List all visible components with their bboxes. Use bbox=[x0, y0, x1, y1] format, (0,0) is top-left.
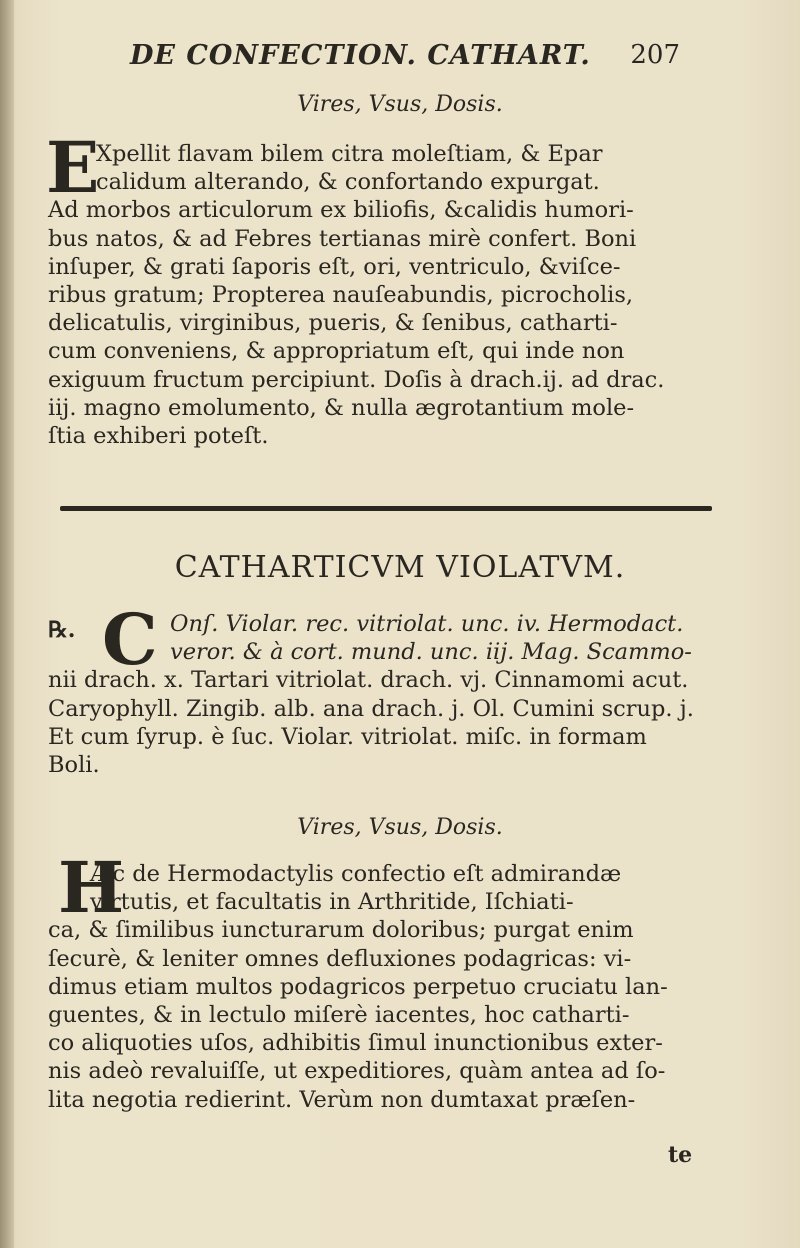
text-line: ſtia exhiberi poteſt. bbox=[48, 423, 269, 450]
page-header bbox=[120, 40, 680, 80]
text-line: co aliquoties uſos, adhibitis ſimul inunctionibus exter- bbox=[48, 1030, 663, 1057]
text-line: inſuper, & grati ſaporis eſt, ori, ventriculo, &viſce- bbox=[48, 253, 621, 280]
paragraph-vires-2 bbox=[48, 846, 728, 1114]
text-line: virtutis, et facultatis in Arthritide, Iſchiati- bbox=[90, 889, 574, 916]
text-line: Caryophyll. Zingib. alb. ana drach. j. Ol. Cumini scrup. j. bbox=[48, 695, 694, 722]
text-line: dimus etiam multos podagricos perpetuo cruciatu lan- bbox=[48, 973, 668, 1000]
text-line: exiguum fructum percipiunt. Doſis à drach.ij. ad drac. bbox=[48, 366, 665, 393]
text-line: ſecurè, & leniter omnes defluxiones podagricas: vi- bbox=[48, 945, 632, 972]
text-line: bus natos, & ad Febres tertianas mirè confert. Boni bbox=[48, 225, 637, 252]
text-line: Xpellit flavam bilem citra moleſtiam, & Epar bbox=[96, 141, 603, 167]
text-line: ca, & ſimilibus iuncturarum doloribus; purgat enim bbox=[48, 917, 634, 944]
paragraph-recipe bbox=[48, 598, 728, 779]
subheading-vires-usus-dosis: Vires, Vsus, Dosis. bbox=[297, 92, 503, 117]
paragraph-vires-1 bbox=[46, 126, 728, 450]
text-line: Et cum ſyrup. è ſuc. Violar. vitriolat. miſc. in formam bbox=[48, 723, 647, 750]
dropcap-c: C bbox=[102, 598, 158, 681]
subheading-vires-usus-dosis-2: Vires, Vsus, Dosis. bbox=[297, 815, 503, 840]
text-line: cum conveniens, & appropriatum eſt, qui inde non bbox=[48, 338, 625, 365]
running-title: DE CONFECTION. CATHART. bbox=[130, 40, 591, 71]
text-line: Onſ. Violar. rec. vitriolat. unc. iv. Hermodact. bbox=[170, 611, 684, 637]
text-line: delicatulis, virginibus, pueris, & ſenibus, catharti- bbox=[48, 310, 618, 337]
dropcap-h: H bbox=[58, 846, 125, 929]
section-title-catharticum-violatum: CATHARTICVM VIOLATVM. bbox=[174, 550, 626, 585]
dropcap-e: E bbox=[46, 126, 100, 209]
text-line: Æc de Hermodactylis confectio eſt admirandæ bbox=[90, 861, 622, 887]
text-line: Ad morbos articulorum ex biliofis, &calidis humori- bbox=[48, 197, 634, 224]
page-number: 207 bbox=[630, 40, 680, 70]
text-line: nis adeò revaluiſſe, ut expeditiores, quàm antea ad ſo- bbox=[48, 1058, 666, 1085]
page-gutter bbox=[0, 0, 14, 1248]
text-line: nii drach. x. Tartari vitriolat. drach. vj. Cinnamomi acut. bbox=[48, 667, 689, 694]
text-line: calidum alterando, & confortando expurgat. bbox=[96, 169, 600, 196]
text-line: ribus gratum; Propterea nauſeabundis, picrocholis, bbox=[48, 282, 634, 309]
catchword: te bbox=[668, 1142, 693, 1168]
text-line: iij. magno emolumento, & nulla ægrotantium mole- bbox=[48, 394, 635, 421]
text-line: Boli. bbox=[48, 752, 100, 779]
recipe-symbol: ℞. bbox=[48, 617, 76, 643]
text-line: lita negotia redierint. Verùm non dumtaxat præſen- bbox=[48, 1086, 636, 1113]
text-line: veror. & à cort. mund. unc. iij. Mag. Scammo- bbox=[170, 639, 692, 666]
text-line: guentes, & in lectulo miſerè iacentes, hoc catharti- bbox=[48, 1002, 630, 1029]
section-divider-rule bbox=[60, 506, 712, 511]
